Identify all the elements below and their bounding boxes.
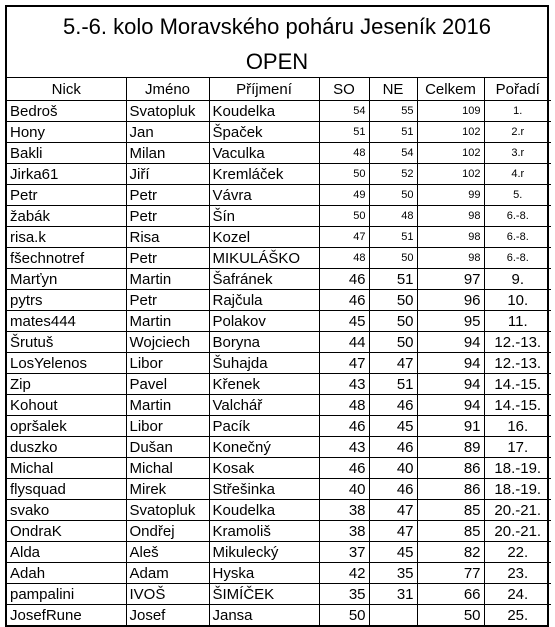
cell-poradi: 2.r [484,122,551,143]
cell-nick: Jirka61 [7,164,126,185]
cell-ne: 46 [369,479,417,500]
table-row [7,353,551,374]
cell-ne: 50 [369,332,417,353]
table-row [7,479,551,500]
cell-prijmeni: Křenek [209,374,319,395]
cell-so: 35 [319,584,369,605]
cell-poradi: 12.-13. [484,353,551,374]
cell-poradi: 22. [484,542,551,563]
table-row [7,605,551,626]
table-row [7,164,551,185]
cell-so: 42 [319,563,369,584]
cell-poradi: 6.-8. [484,248,551,269]
cell-celkem: 94 [417,353,484,374]
cell-poradi: 1. [484,101,551,122]
cell-so: 46 [319,458,369,479]
cell-celkem: 89 [417,437,484,458]
cell-so: 48 [319,143,369,164]
cell-ne: 50 [369,311,417,332]
cell-ne: 47 [369,500,417,521]
cell-celkem: 86 [417,479,484,500]
cell-poradi: 17. [484,437,551,458]
cell-poradi: 3.r [484,143,551,164]
cell-jmeno: Milan [126,143,209,164]
header-celkem: Celkem [417,78,484,101]
cell-ne: 55 [369,101,417,122]
cell-poradi: 6.-8. [484,227,551,248]
cell-jmeno: Ondřej [126,521,209,542]
cell-jmeno: Petr [126,185,209,206]
cell-ne: 50 [369,248,417,269]
table-row [7,290,551,311]
cell-so: 38 [319,500,369,521]
cell-jmeno: Svatopluk [126,500,209,521]
cell-poradi: 10. [484,290,551,311]
cell-poradi: 18.-19. [484,458,551,479]
cell-ne: 51 [369,227,417,248]
cell-celkem: 94 [417,395,484,416]
cell-celkem: 66 [417,584,484,605]
cell-jmeno: Petr [126,290,209,311]
cell-celkem: 86 [417,458,484,479]
cell-jmeno: Adam [126,563,209,584]
table-row [7,416,551,437]
cell-jmeno: Pavel [126,374,209,395]
cell-so: 48 [319,395,369,416]
cell-nick: Zip [7,374,126,395]
cell-nick: duszko [7,437,126,458]
cell-nick: opršalek [7,416,126,437]
cell-celkem: 97 [417,269,484,290]
cell-poradi: 16. [484,416,551,437]
cell-so: 44 [319,332,369,353]
cell-jmeno: Svatopluk [126,101,209,122]
cell-ne: 51 [369,269,417,290]
cell-poradi: 24. [484,584,551,605]
cell-poradi: 11. [484,311,551,332]
table-row [7,248,551,269]
cell-nick: Michal [7,458,126,479]
cell-prijmeni: Kosak [209,458,319,479]
cell-celkem: 82 [417,542,484,563]
cell-celkem: 50 [417,605,484,626]
table-row [7,395,551,416]
table-row [7,542,551,563]
cell-prijmeni: Jansa [209,605,319,626]
cell-celkem: 85 [417,521,484,542]
table-row [7,500,551,521]
cell-prijmeni: Kozel [209,227,319,248]
table-row [7,374,551,395]
cell-jmeno: Petr [126,206,209,227]
cell-so: 40 [319,479,369,500]
cell-nick: Petr [7,185,126,206]
cell-jmeno: Libor [126,416,209,437]
cell-ne: 45 [369,542,417,563]
cell-celkem: 109 [417,101,484,122]
cell-nick: pampalini [7,584,126,605]
cell-ne: 47 [369,521,417,542]
results-sheet [5,5,549,627]
cell-ne: 48 [369,206,417,227]
table-row [7,437,551,458]
cell-nick: OndraK [7,521,126,542]
cell-celkem: 94 [417,374,484,395]
cell-prijmeni: Boryna [209,332,319,353]
cell-ne: 50 [369,185,417,206]
cell-celkem: 98 [417,227,484,248]
table-row [7,311,551,332]
category-subtitle: OPEN [7,47,547,78]
cell-so: 47 [319,227,369,248]
cell-poradi: 14.-15. [484,374,551,395]
cell-so: 49 [319,185,369,206]
cell-jmeno: Martin [126,395,209,416]
cell-celkem: 96 [417,290,484,311]
cell-nick: Hony [7,122,126,143]
cell-nick: pytrs [7,290,126,311]
cell-nick: žabák [7,206,126,227]
cell-nick: mates444 [7,311,126,332]
cell-poradi: 5. [484,185,551,206]
cell-prijmeni: Šafránek [209,269,319,290]
cell-nick: Alda [7,542,126,563]
cell-ne: 47 [369,353,417,374]
cell-jmeno: Libor [126,353,209,374]
cell-so: 38 [319,521,369,542]
cell-celkem: 77 [417,563,484,584]
cell-poradi: 20.-21. [484,521,551,542]
header-poradi: Pořadí [484,78,551,101]
cell-jmeno: Michal [126,458,209,479]
cell-prijmeni: Polakov [209,311,319,332]
cell-ne: 45 [369,416,417,437]
table-row [7,332,551,353]
table-row [7,227,551,248]
header-nick: Nick [7,78,126,101]
cell-jmeno: IVOŠ [126,584,209,605]
cell-prijmeni: Koudelka [209,101,319,122]
cell-so: 48 [319,248,369,269]
cell-so: 46 [319,416,369,437]
cell-jmeno: Jiří [126,164,209,185]
cell-prijmeni: Kramoliš [209,521,319,542]
table-row [7,101,551,122]
cell-ne: 35 [369,563,417,584]
cell-jmeno: Petr [126,248,209,269]
cell-celkem: 95 [417,311,484,332]
cell-prijmeni: Kremláček [209,164,319,185]
cell-nick: risa.k [7,227,126,248]
cell-prijmeni: ŠIMÍČEK [209,584,319,605]
cell-nick: flysquad [7,479,126,500]
cell-ne: 46 [369,437,417,458]
cell-so: 45 [319,311,369,332]
cell-so: 43 [319,437,369,458]
cell-poradi: 25. [484,605,551,626]
cell-prijmeni: Koudelka [209,500,319,521]
cell-jmeno: Jan [126,122,209,143]
cell-ne: 40 [369,458,417,479]
table-row [7,269,551,290]
cell-celkem: 99 [417,185,484,206]
cell-poradi: 14.-15. [484,395,551,416]
cell-prijmeni: MIKULÁŠKO [209,248,319,269]
header-prijmeni: Příjmení [209,78,319,101]
cell-prijmeni: Vaculka [209,143,319,164]
cell-jmeno: Josef [126,605,209,626]
cell-poradi: 18.-19. [484,479,551,500]
cell-poradi: 6.-8. [484,206,551,227]
cell-celkem: 102 [417,143,484,164]
cell-jmeno: Martin [126,311,209,332]
cell-ne: 51 [369,122,417,143]
cell-nick: svako [7,500,126,521]
cell-so: 54 [319,101,369,122]
cell-celkem: 94 [417,332,484,353]
cell-ne: 31 [369,584,417,605]
cell-celkem: 91 [417,416,484,437]
table-row [7,458,551,479]
cell-prijmeni: Rajčula [209,290,319,311]
cell-nick: fšechnotref [7,248,126,269]
cell-ne: 51 [369,374,417,395]
table-row [7,122,551,143]
cell-nick: Bedroš [7,101,126,122]
cell-prijmeni: Šín [209,206,319,227]
table-row [7,584,551,605]
table-row [7,206,551,227]
cell-poradi: 9. [484,269,551,290]
cell-prijmeni: Vávra [209,185,319,206]
cell-prijmeni: Střešinka [209,479,319,500]
cell-poradi: 20.-21. [484,500,551,521]
table-row [7,521,551,542]
cell-prijmeni: Hyska [209,563,319,584]
cell-so: 51 [319,122,369,143]
cell-so: 46 [319,290,369,311]
results-table [7,78,551,625]
cell-nick: Marťyn [7,269,126,290]
cell-prijmeni: Mikulecký [209,542,319,563]
cell-poradi: 4.r [484,164,551,185]
cell-prijmeni: Pacík [209,416,319,437]
cell-so: 46 [319,269,369,290]
cell-celkem: 102 [417,122,484,143]
cell-jmeno: Wojciech [126,332,209,353]
cell-ne: 50 [369,290,417,311]
table-row [7,185,551,206]
cell-jmeno: Risa [126,227,209,248]
cell-prijmeni: Konečný [209,437,319,458]
table-row [7,563,551,584]
cell-nick: Kohout [7,395,126,416]
cell-prijmeni: Špaček [209,122,319,143]
cell-celkem: 102 [417,164,484,185]
cell-jmeno: Aleš [126,542,209,563]
cell-so: 50 [319,164,369,185]
cell-ne: 46 [369,395,417,416]
cell-nick: Šrutuš [7,332,126,353]
header-jmeno: Jméno [126,78,209,101]
cell-celkem: 85 [417,500,484,521]
cell-nick: Adah [7,563,126,584]
cell-prijmeni: Šuhajda [209,353,319,374]
cell-poradi: 23. [484,563,551,584]
cell-nick: JosefRune [7,605,126,626]
cell-celkem: 98 [417,206,484,227]
cell-jmeno: Dušan [126,437,209,458]
cell-so: 50 [319,605,369,626]
cell-so: 47 [319,353,369,374]
cell-nick: Bakli [7,143,126,164]
cell-prijmeni: Valchář [209,395,319,416]
header-so: SO [319,78,369,101]
cell-celkem: 98 [417,248,484,269]
table-body [7,101,551,626]
cell-ne [369,605,417,626]
cell-jmeno: Mirek [126,479,209,500]
table-row [7,143,551,164]
cell-ne: 52 [369,164,417,185]
cell-nick: LosYelenos [7,353,126,374]
header-ne: NE [369,78,417,101]
cell-ne: 54 [369,143,417,164]
header-row [7,78,551,101]
page-title: 5.-6. kolo Moravského poháru Jeseník 2016 [62,14,492,39]
cell-poradi: 12.-13. [484,332,551,353]
cell-so: 43 [319,374,369,395]
cell-so: 50 [319,206,369,227]
cell-jmeno: Martin [126,269,209,290]
cell-so: 37 [319,542,369,563]
